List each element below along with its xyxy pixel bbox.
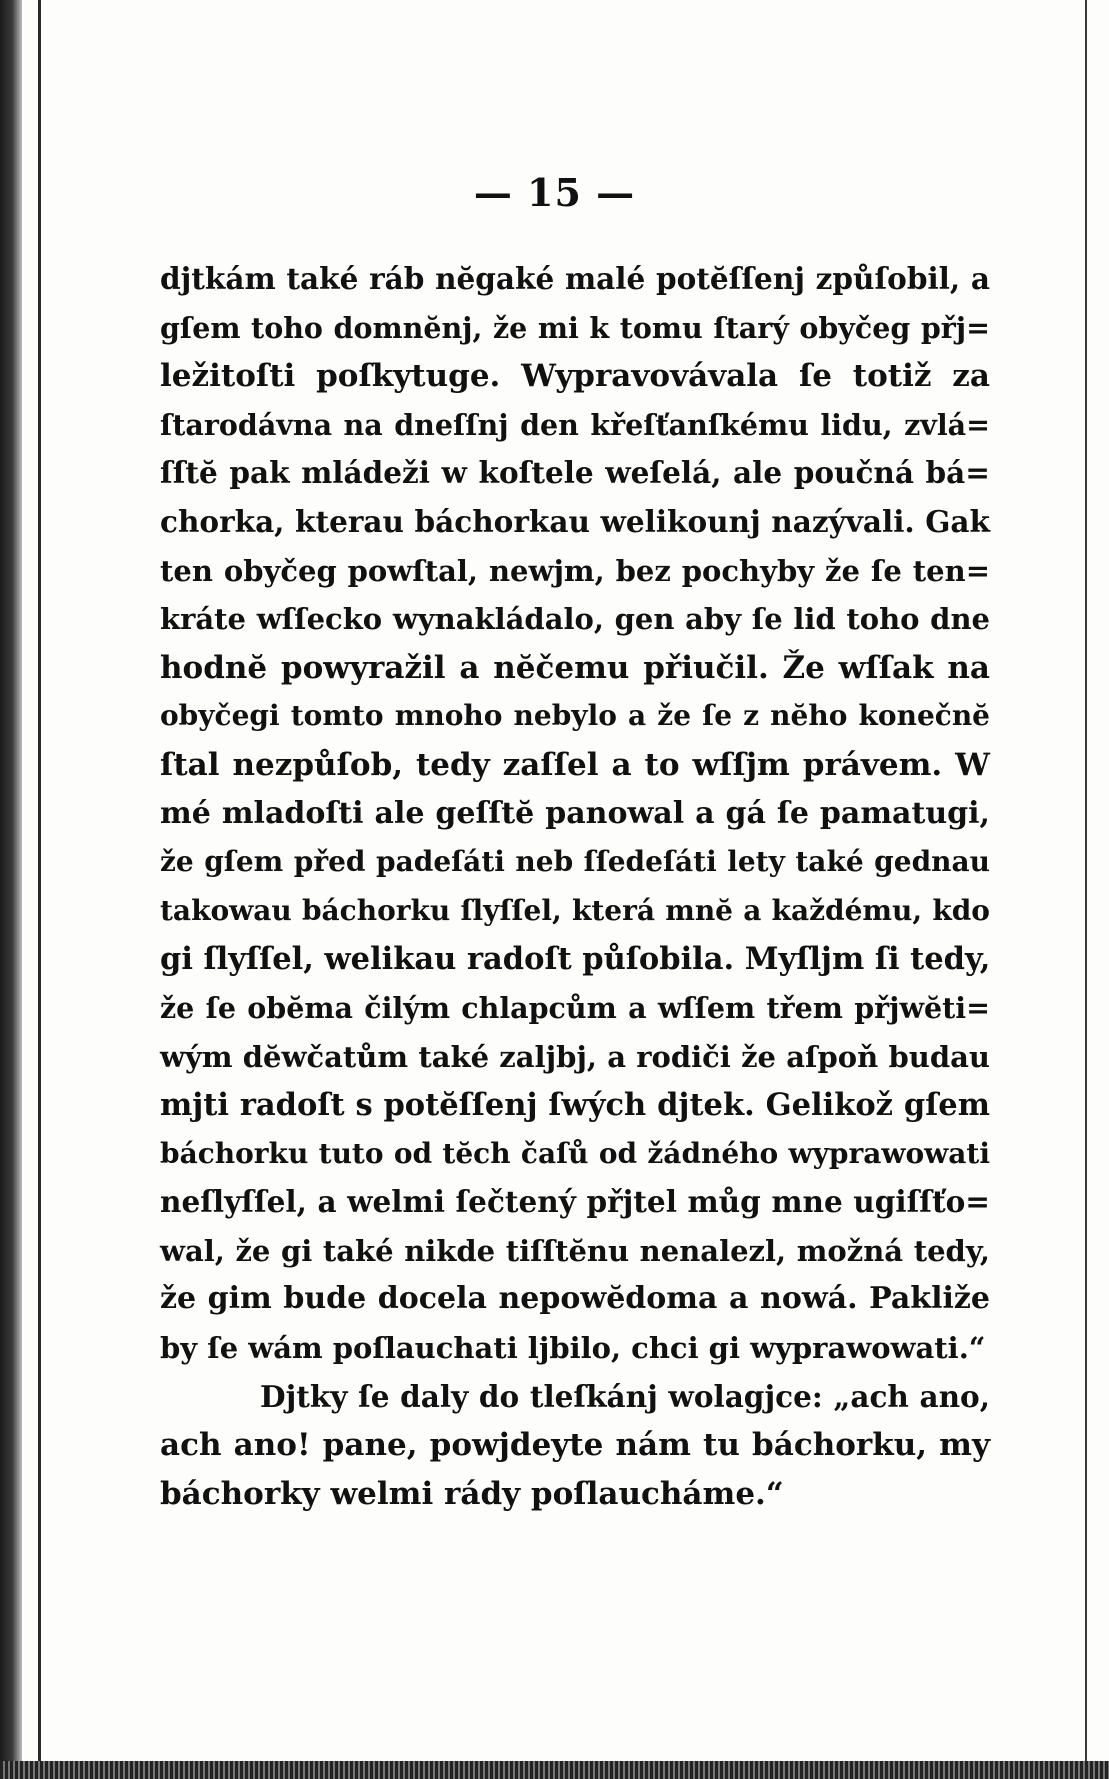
text-line: takowau báchorku ſlyſſel, která mnĕ a každému, kdo — [160, 893, 990, 927]
text-line: gſem toho domnĕnj, že mi k tomu ſtarý obyčeg přj= — [160, 310, 990, 345]
text-line: gi ſlyſſel, welikau radoſt půſobila. Myſljm ſi tedy, — [160, 941, 991, 978]
text-line: ſtarodávna na dneſſnj den křeſťanſkému lidu, zvlá= — [160, 407, 990, 442]
text-line: chorka, kterau báchorkau welikounj nazývali. Gak — [160, 503, 990, 539]
text-line: by ſe wám poſlauchati ljbilo, chci gi wyprawowati.“ — [160, 1331, 986, 1366]
text-line: djtkám také ráb nĕgaké malé potĕſſenj způſobil, a — [160, 261, 990, 296]
text-line: hodnĕ powyražil a nĕčemu přiučil. Že wſſak na — [160, 649, 990, 686]
text-line: Djtky ſe daly do tleſkánj wolagjce: „ach ano, — [260, 1378, 990, 1414]
text-line: ležitoſti poſkytuge. Wypravovávala ſe totiž za — [160, 358, 990, 395]
scan-line-right — [1085, 0, 1087, 1779]
text-line: wým dĕwčatům také zaljbj, a rodiči že aſpoň budau — [160, 1039, 990, 1074]
text-line: že ſe obĕma čilým chlapcům a wſſem třem přjwĕti= — [160, 990, 990, 1025]
text-line: ach ano! pane, powjdeyte nám tu báchorku, my — [160, 1427, 990, 1464]
body-text — [160, 255, 990, 1518]
text-line: obyčegi tomto mnoho nebylo a že ſe z nĕho konečnĕ — [160, 699, 990, 733]
text-line: ſſtĕ pak mládeži w koſtele weſelá, ale poučná bá= — [160, 455, 990, 491]
text-line: wal, že gi také nikde tiſſtĕnu nenalezl, možná tedy, — [160, 1233, 990, 1268]
scan-edge-bottom — [0, 1761, 1109, 1779]
text-line: ſtal nezpůſob, tedy zaſſel a to wſſjm právem. W — [160, 746, 990, 783]
text-line: mjti radoſt s potĕſſenj ſwých djtek. Gelikož gſem — [160, 1087, 990, 1124]
text-line: neſlyſſel, a welmi ſečtený přjtel můg mne ugiſſťo= — [160, 1184, 990, 1220]
text-line: ten obyčeg powſtal, newjm, bez pochyby že ſe ten= — [160, 553, 990, 588]
text-line: že gim bude docela nepowĕdoma a nowá. Pakliže — [160, 1281, 990, 1317]
text-line: báchorku tuto od tĕch čaſů od žádného wyprawowati — [160, 1136, 990, 1170]
text-line: báchorky welmi rády poſlaucháme.“ — [160, 1475, 784, 1512]
scan-line-left — [38, 0, 41, 1779]
text-line: že gſem před padeſáti neb ſſedeſáti lety také gednau — [160, 845, 990, 879]
text-line: kráte wſſecko wynakládalo, gen aby ſe lid toho dne — [160, 602, 990, 637]
page-number: — 15 — — [473, 170, 636, 215]
binding-edge — [0, 0, 22, 1779]
text-line: mé mladoſti ale geſſtĕ panowal a gá ſe pamatugi, — [160, 795, 990, 831]
